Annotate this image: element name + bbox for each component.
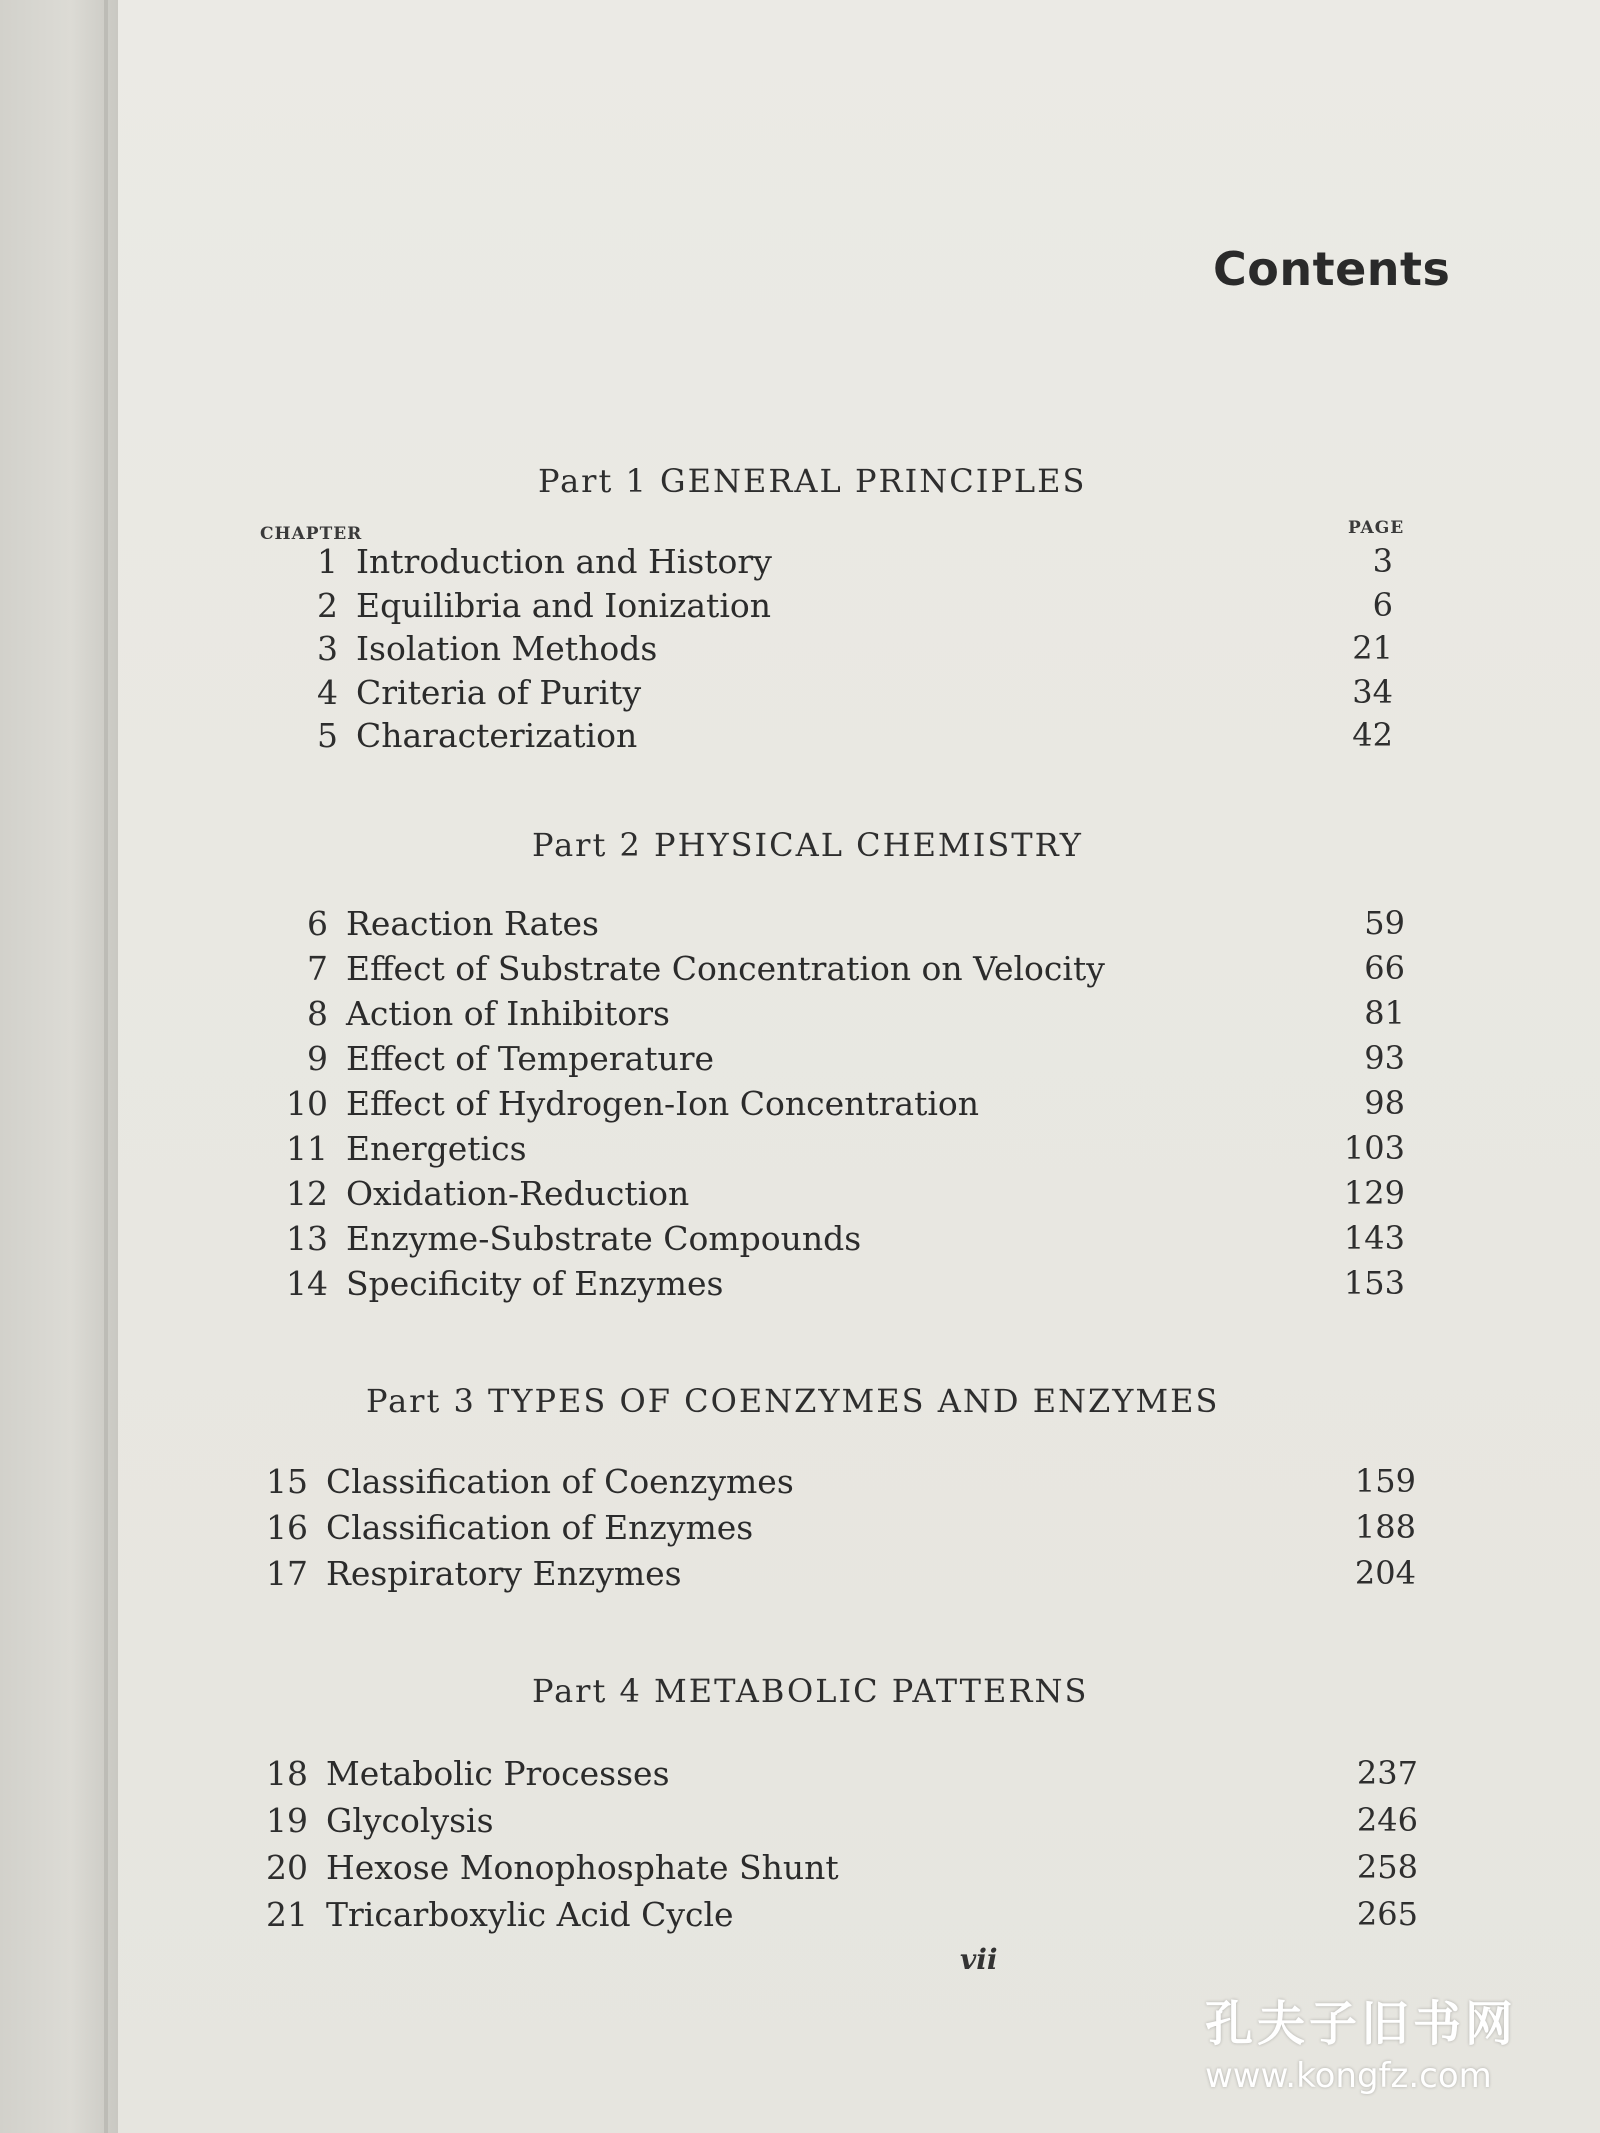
chapter-page-number: 246 [1356,1801,1418,1839]
chapter-title: Oxidation-Reduction [346,1174,690,1213]
chapter-title: Action of Inhibitors [346,994,670,1033]
chapter-title: Respiratory Enzymes [326,1554,682,1593]
chapter-number: 7 [307,949,328,988]
watermark-site-name: 孔夫子旧书网 [1205,1996,1518,2052]
chapter-title: Specificity of Enzymes [346,1264,724,1303]
chapter-title: Classification of Coenzymes [326,1462,794,1501]
facing-page-edge [0,0,118,2133]
chapter-page-number: 265 [1356,1895,1418,1933]
chapter-page-number: 204 [1354,1554,1416,1592]
chapter-page-number: 81 [1364,994,1405,1032]
chapter-number: 14 [286,1264,328,1303]
chapter-title: Metabolic Processes [326,1754,670,1793]
chapter-number: 13 [286,1219,328,1258]
page-title: Contents [1213,242,1451,296]
chapter-column-label: CHAPTER [260,524,363,544]
chapter-page-number: 98 [1364,1084,1405,1122]
chapter-title: Energetics [346,1129,527,1168]
chapter-page-number: 129 [1343,1174,1405,1212]
chapter-page-number: 237 [1356,1754,1418,1792]
chapter-page-number: 188 [1354,1508,1416,1546]
chapter-number: 20 [266,1848,308,1887]
chapter-number: 10 [286,1084,328,1123]
contents-page [118,0,1600,2133]
page-column-label: PAGE [1348,518,1405,538]
chapter-number: 19 [266,1801,308,1840]
chapter-title: Characterization [356,716,638,755]
chapter-number: 16 [266,1508,308,1547]
chapter-number: 17 [266,1554,308,1593]
page-gutter-shadow [104,0,108,2133]
chapter-page-number: 21 [1352,629,1393,667]
chapter-number: 8 [307,994,328,1033]
chapter-page-number: 6 [1372,585,1393,624]
chapter-number: 21 [266,1895,308,1934]
chapter-page-number: 103 [1343,1129,1405,1167]
watermark [1205,1985,1565,2096]
chapter-title: Glycolysis [326,1801,494,1840]
chapter-page-number: 59 [1364,904,1405,942]
chapter-number: 11 [286,1129,328,1168]
chapter-page-number: 143 [1343,1219,1405,1257]
chapter-title: Enzyme-Substrate Compounds [346,1219,862,1258]
chapter-title: Introduction and History [356,542,772,581]
chapter-number: 6 [307,904,328,943]
chapter-title: Reaction Rates [346,904,599,943]
chapter-title: Classification of Enzymes [326,1508,754,1547]
chapter-title: Isolation Methods [356,629,658,668]
chapter-page-number: 93 [1364,1039,1405,1077]
chapter-title: Tricarboxylic Acid Cycle [326,1895,734,1934]
chapter-number: 12 [286,1174,328,1213]
chapter-number: 15 [266,1462,308,1501]
part-heading-3: Part 3 TYPES OF COENZYMES AND ENZYMES [366,1382,1220,1420]
chapter-number: 2 [317,585,338,625]
page-number-folio: vii [960,1943,998,1976]
watermark-url: www.kongfz.com [1205,2056,1492,2096]
chapter-title: Equilibria and Ionization [356,585,771,625]
chapter-number: 3 [317,629,338,668]
chapter-title: Effect of Temperature [346,1039,715,1078]
chapter-number: 1 [317,542,338,581]
chapter-title: Hexose Monophosphate Shunt [326,1848,839,1887]
chapter-title: Effect of Hydrogen-Ion Concentration [346,1084,980,1123]
chapter-number: 9 [307,1039,328,1078]
chapter-number: 18 [266,1754,308,1793]
chapter-page-number: 159 [1354,1462,1416,1500]
chapter-page-number: 42 [1352,716,1393,754]
chapter-title: Criteria of Purity [356,672,642,712]
chapter-number: 5 [317,716,338,755]
part-heading-1: Part 1 GENERAL PRINCIPLES [538,462,1087,500]
chapter-number: 4 [317,672,338,712]
chapter-page-number: 34 [1352,672,1393,711]
chapter-title: Effect of Substrate Concentration on Velocity [346,949,1105,988]
part-heading-4: Part 4 METABOLIC PATTERNS [532,1672,1089,1710]
chapter-page-number: 3 [1372,542,1393,580]
part-heading-2: Part 2 PHYSICAL CHEMISTRY [532,826,1083,864]
chapter-page-number: 153 [1343,1264,1405,1302]
chapter-page-number: 258 [1356,1848,1418,1886]
chapter-page-number: 66 [1364,949,1405,987]
